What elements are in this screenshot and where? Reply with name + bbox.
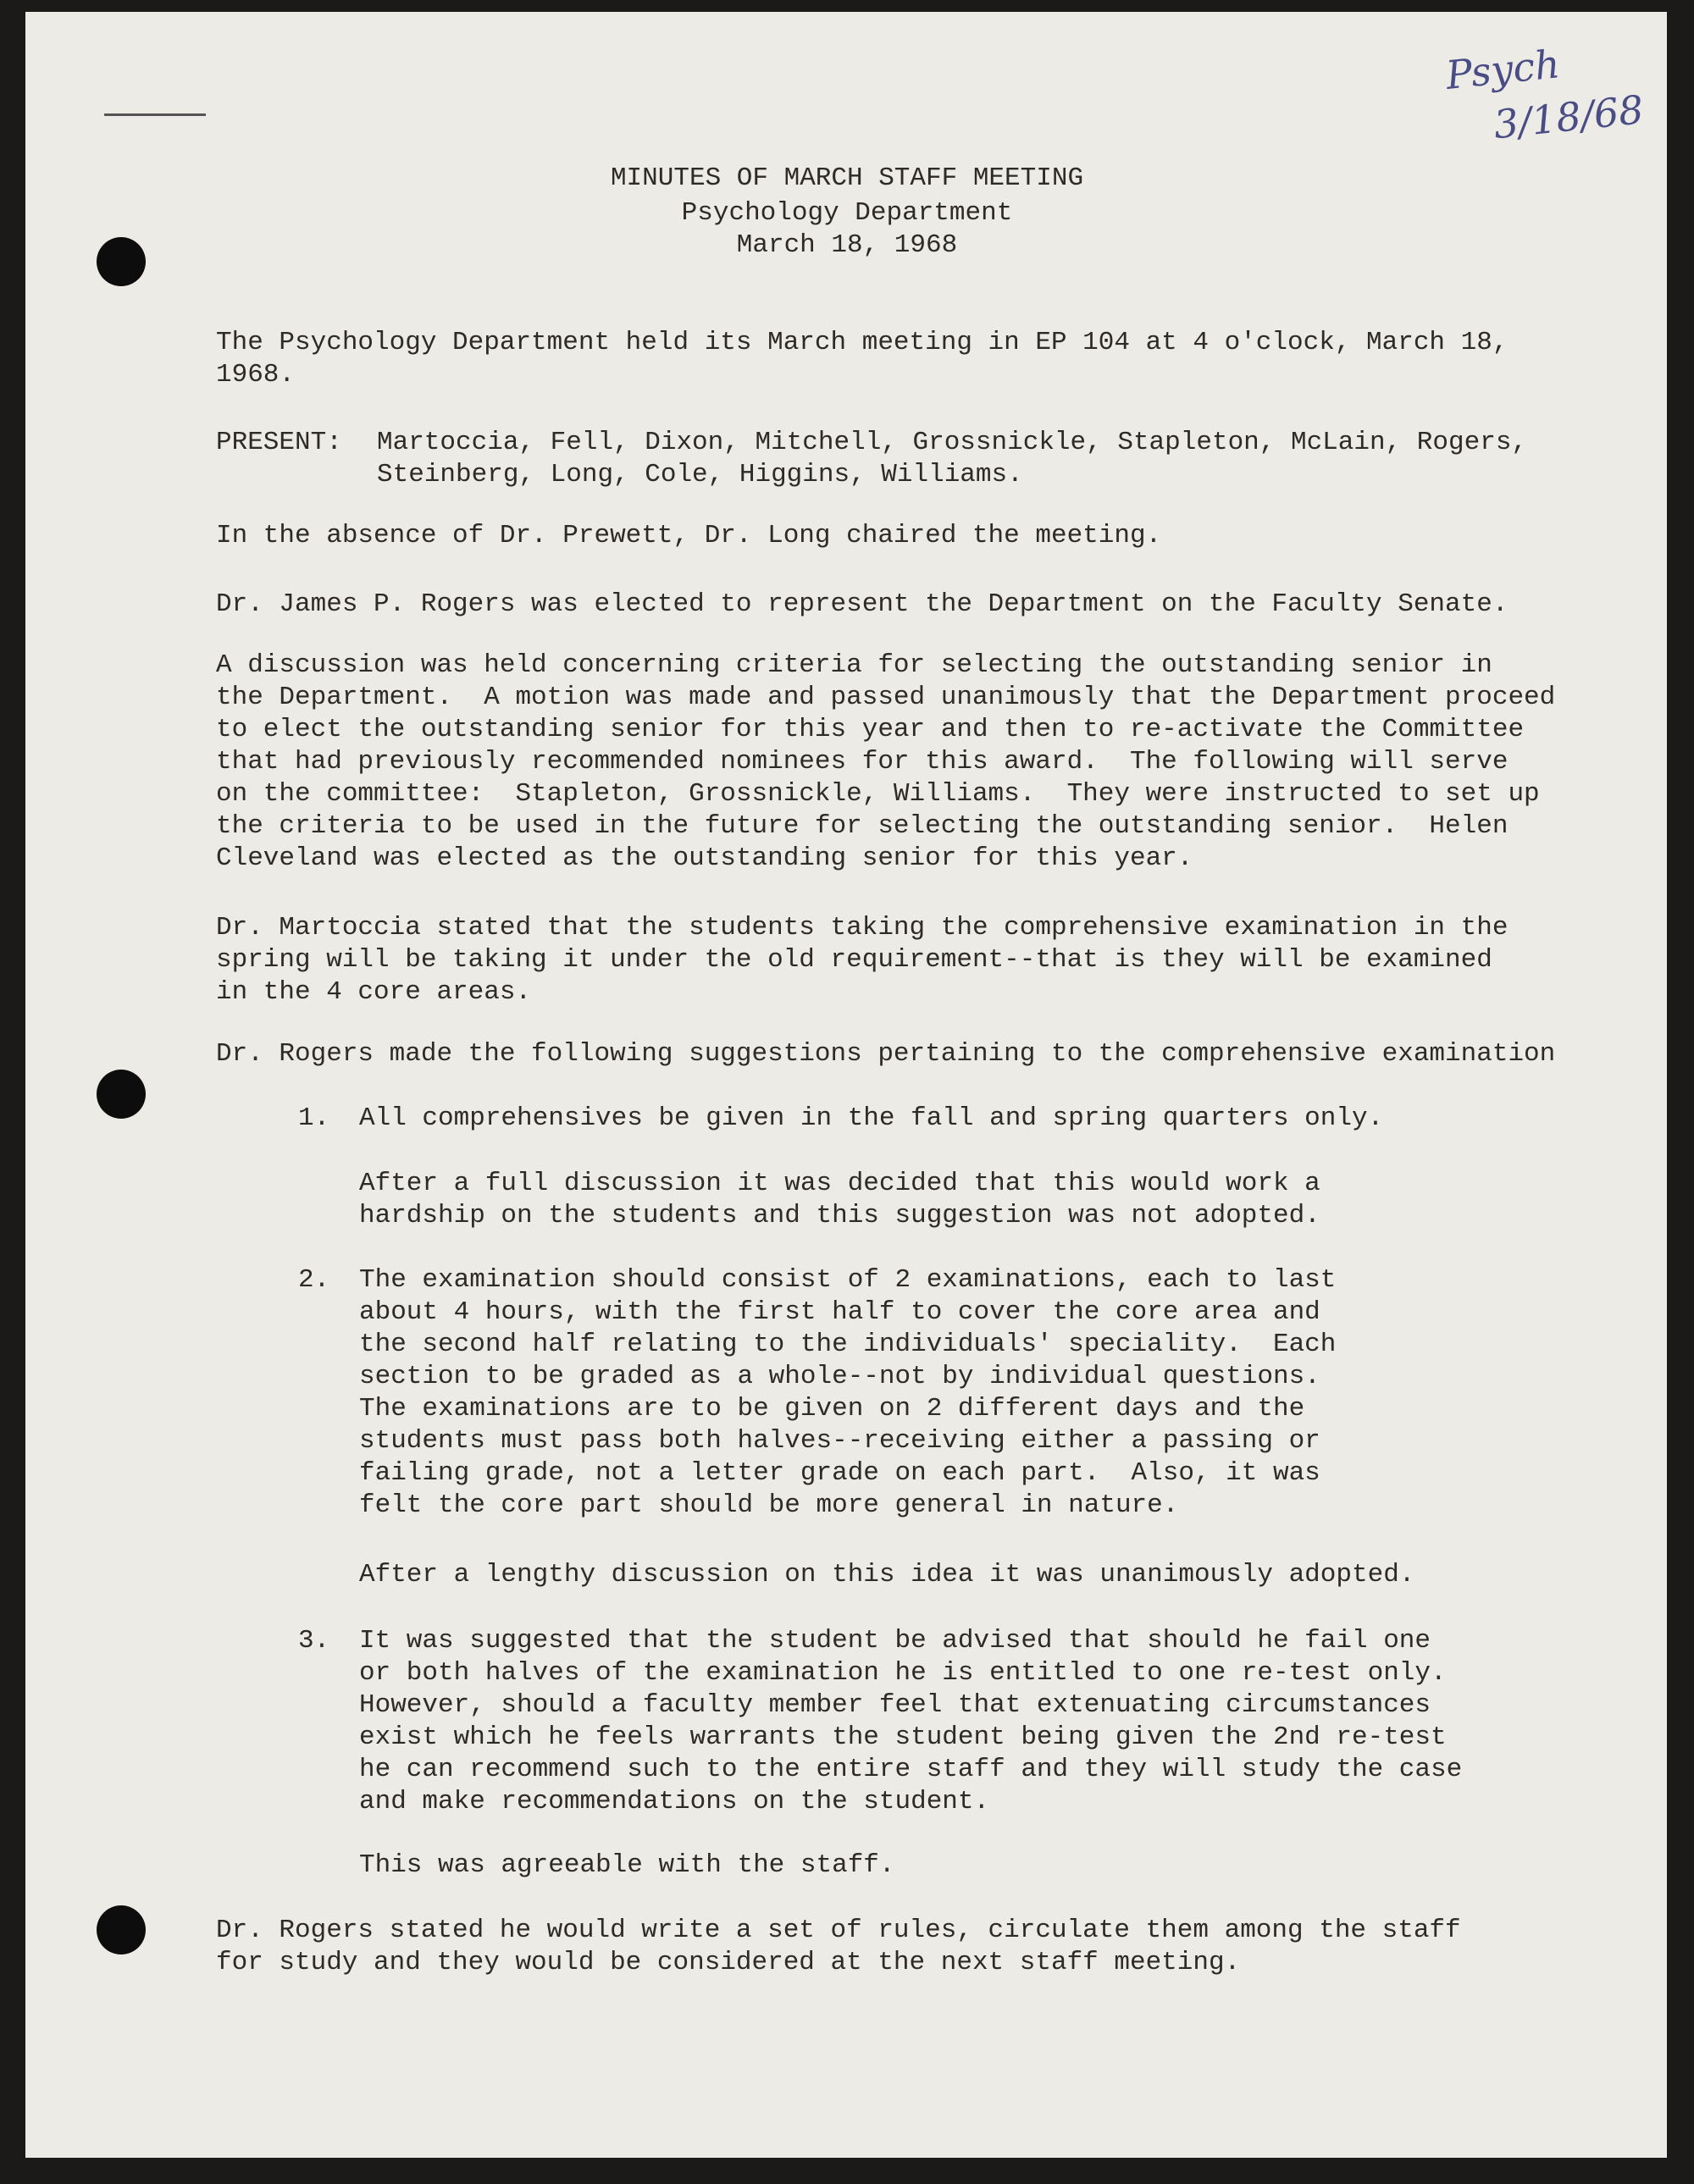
item-number: 2. — [298, 1265, 330, 1295]
item-text: All comprehensives be given in the fall and spring quarters only. — [359, 1103, 1384, 1133]
punch-hole — [97, 1905, 146, 1955]
item-number: 3. — [298, 1626, 330, 1656]
item-text: However, should a faculty member feel that extenuating circumstances — [359, 1690, 1431, 1720]
paragraph-line: on the committee: Stapleton, Grossnickle, Williams. They were instructed to set up — [216, 779, 1540, 809]
item-text: about 4 hours, with the first half to cover the core area and — [359, 1297, 1320, 1327]
item-text: he can recommend such to the entire staff and they will study the case — [359, 1755, 1463, 1784]
suggestions-intro: Dr. Rogers made the following suggestions pertaining to the comprehensive examination — [216, 1039, 1556, 1069]
paragraph-line: Dr. Rogers stated he would write a set of rules, circulate them among the staff — [216, 1916, 1461, 1945]
item-text: The examination should consist of 2 examinations, each to last — [359, 1265, 1337, 1295]
intro-line: The Psychology Department held its March meeting in EP 104 at 4 o'clock, March 18, — [216, 328, 1509, 357]
department-name: Psychology Department — [681, 198, 1013, 228]
item-text: failing grade, not a letter grade on each part. Also, it was — [359, 1458, 1320, 1488]
paragraph-line: in the 4 core areas. — [216, 977, 532, 1007]
item-number: 1. — [298, 1103, 330, 1133]
paragraph-line: Cleveland was elected as the outstanding senior for this year. — [216, 843, 1193, 873]
item-text: the second half relating to the individuals' speciality. Each — [359, 1330, 1337, 1359]
paragraph-line: the Department. A motion was made and passed unanimously that the Department proceed — [216, 683, 1556, 712]
punch-hole — [97, 1070, 146, 1119]
paragraph-line: for study and they would be considered at the next staff meeting. — [216, 1948, 1241, 1977]
item-text: section to be graded as a whole--not by individual questions. — [359, 1362, 1320, 1391]
handwritten-subject: Psych — [1443, 41, 1563, 98]
pencil-mark — [104, 113, 206, 116]
paragraph-line: that had previously recommended nominees for this award. The following will serve — [216, 747, 1509, 777]
item-outcome: This was agreeable with the staff. — [359, 1850, 895, 1880]
page-title: MINUTES OF MARCH STAFF MEETING — [610, 163, 1084, 193]
paragraph-line: the criteria to be used in the future for selecting the outstanding senior. Helen — [216, 811, 1509, 841]
item-outcome: After a full discussion it was decided that this would work a — [359, 1169, 1320, 1198]
present-names: Steinberg, Long, Cole, Higgins, Williams. — [377, 460, 1023, 489]
item-outcome: hardship on the students and this suggestion was not adopted. — [359, 1201, 1320, 1230]
item-text: exist which he feels warrants the student being given the 2nd re-test — [359, 1722, 1447, 1752]
paragraph-line: Dr. Martoccia stated that the students taking the comprehensive examination in the — [216, 913, 1509, 943]
meeting-date: March 18, 1968 — [736, 230, 958, 260]
absence-paragraph: In the absence of Dr. Prewett, Dr. Long chaired the meeting. — [216, 521, 1162, 550]
item-outcome: After a lengthy discussion on this idea it was unanimously adopted. — [359, 1560, 1415, 1590]
handwritten-note — [1443, 28, 1646, 156]
present-label: PRESENT: — [216, 428, 342, 457]
paragraph-line: spring will be taking it under the old requirement--that is they will be examined — [216, 945, 1492, 975]
senate-paragraph: Dr. James P. Rogers was elected to represent the Department on the Faculty Senate. — [216, 589, 1509, 619]
intro-line: 1968. — [216, 360, 296, 390]
item-text: It was suggested that the student be advised that should he fail one — [359, 1626, 1431, 1656]
item-text: students must pass both halves--receiving either a passing or — [359, 1426, 1320, 1456]
paragraph-line: A discussion was held concerning criteria for selecting the outstanding senior in — [216, 650, 1492, 680]
item-text: and make recommendations on the student. — [359, 1787, 990, 1816]
item-text: or both halves of the examination he is entitled to one re-test only. — [359, 1658, 1447, 1688]
paragraph-line: to elect the outstanding senior for this year and then to re-activate the Committee — [216, 715, 1525, 744]
present-names: Martoccia, Fell, Dixon, Mitchell, Grossnickle, Stapleton, McLain, Rogers, — [377, 428, 1528, 457]
handwritten-date: 3/18/68 — [1491, 86, 1646, 148]
item-text: felt the core part should be more general in nature. — [359, 1490, 1179, 1520]
item-text: The examinations are to be given on 2 different days and the — [359, 1394, 1305, 1424]
